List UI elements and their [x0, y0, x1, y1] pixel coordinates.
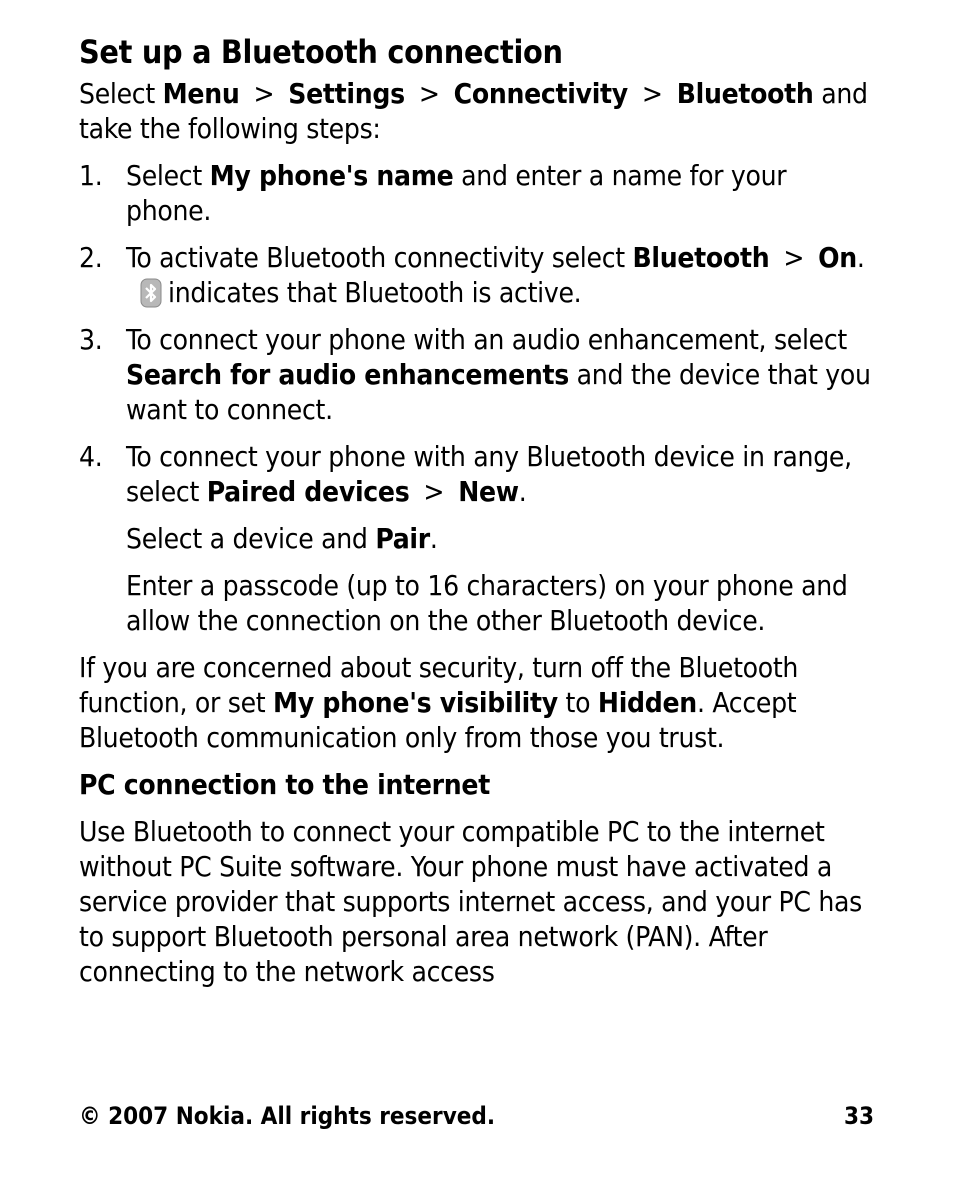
- body-text: If you are concerned about security, turn off the Bluetooth function, or set: [79, 651, 799, 719]
- intro-rest: and take the following steps:: [79, 77, 868, 145]
- step-text: To connect your phone with an audio enhancement, select: [126, 323, 848, 356]
- option-my-phones-visibility: My phone's visibility: [273, 686, 558, 719]
- list-item: [79, 322, 879, 427]
- option-paired-devices: Paired devices: [206, 475, 410, 508]
- menu-path-connectivity: Connectivity: [453, 77, 628, 110]
- step-text: and the device that you want to connect.: [126, 358, 871, 426]
- step-text: Select: [126, 159, 210, 192]
- intro-paragraph: [79, 76, 879, 146]
- list-item: [79, 240, 879, 310]
- step-number: 3.: [79, 323, 103, 356]
- manual-page: [79, 30, 879, 989]
- option-bluetooth: Bluetooth: [632, 241, 770, 274]
- menu-path-settings: Settings: [288, 77, 405, 110]
- option-hidden: Hidden: [597, 686, 697, 719]
- path-separator: >: [641, 77, 663, 110]
- option-new: New: [458, 475, 519, 508]
- section-title: Set up a Bluetooth connection: [79, 33, 563, 71]
- option-my-phones-name: My phone's name: [209, 159, 454, 192]
- step-text: indicates that Bluetooth is active.: [168, 276, 582, 309]
- step-number: 2.: [79, 241, 103, 274]
- step-text: and enter a name for your phone.: [126, 159, 787, 227]
- option-pair: Pair: [375, 522, 430, 555]
- body-text: to: [557, 686, 598, 719]
- option-search-audio-enhancements: Search for audio enhancements: [126, 358, 569, 391]
- path-separator: >: [253, 77, 275, 110]
- step-sub-paragraph: [79, 521, 879, 556]
- copyright-notice: © 2007 Nokia. All rights reserved.: [79, 1102, 496, 1130]
- option-on: On: [818, 241, 857, 274]
- list-item: [79, 439, 879, 509]
- punctuation: .: [518, 475, 527, 508]
- page-number: 33: [843, 1102, 874, 1130]
- punctuation: .: [856, 241, 865, 274]
- bluetooth-active-icon: [140, 278, 162, 308]
- steps-list: [79, 158, 879, 638]
- pc-paragraph: Use Bluetooth to connect your compatible PC to the internet without PC Suite software. Your phone must have activated a service provider that supports internet access, and your PC has to support Bluetooth personal area network (PAN). After connecting to the network access: [79, 815, 862, 988]
- punctuation: .: [429, 522, 438, 555]
- menu-path-bluetooth: Bluetooth: [676, 77, 814, 110]
- step-text: Select a device and: [126, 522, 376, 555]
- security-paragraph: [79, 650, 879, 755]
- step-text: To connect your phone with any Bluetooth device in range, select: [126, 440, 852, 508]
- list-item: [79, 158, 879, 228]
- menu-path-menu: Menu: [162, 77, 240, 110]
- body-text: . Accept Bluetooth communication only from those you trust.: [79, 686, 797, 754]
- intro-select: Select: [79, 77, 155, 110]
- page-footer: [79, 1100, 874, 1132]
- path-separator: >: [418, 77, 440, 110]
- step-number: 4.: [79, 440, 103, 473]
- path-separator: >: [783, 241, 805, 274]
- step-sub-paragraph: Enter a passcode (up to 16 characters) on your phone and allow the connection on the other Bluetooth device.: [126, 569, 848, 637]
- step-text: To activate Bluetooth connectivity select: [126, 241, 633, 274]
- subsection-title: PC connection to the internet: [79, 768, 490, 801]
- step-number: 1.: [79, 159, 103, 192]
- path-separator: >: [423, 475, 445, 508]
